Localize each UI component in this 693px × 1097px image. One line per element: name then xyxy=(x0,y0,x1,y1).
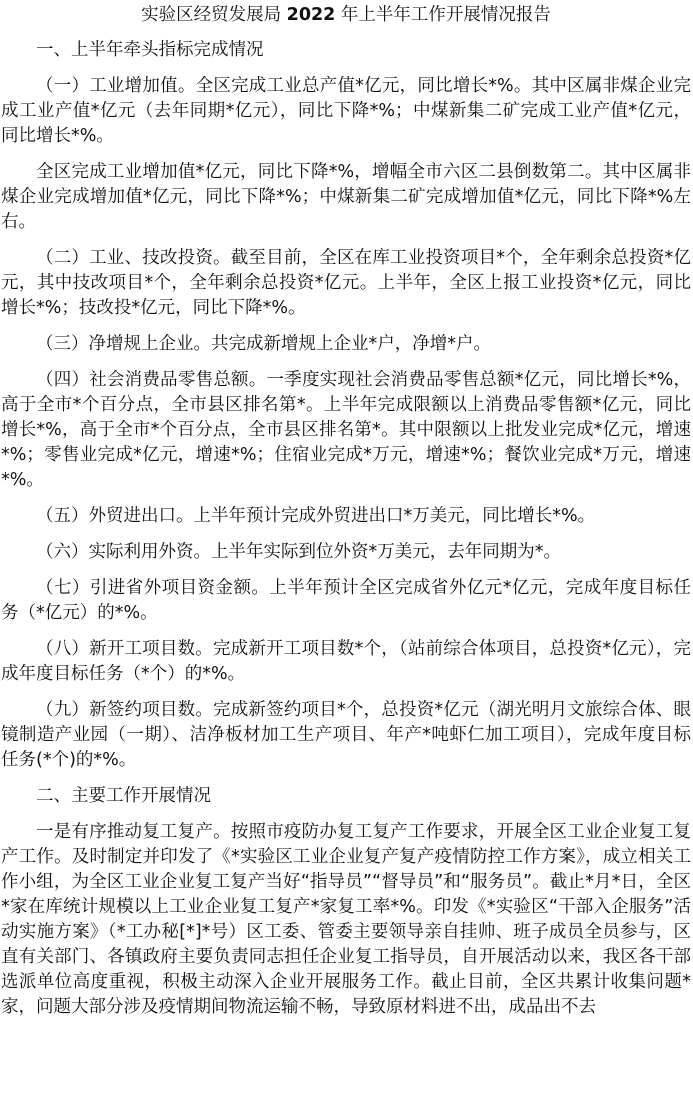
paragraph-new-projects: （八）新开工项目数。完成新开工项目数*个，（站前综合体项目，总投资*亿元），完成年度目标任务（*个）的*%。 xyxy=(1,639,691,684)
paragraph-industrial-value: （一）工业增加值。全区完成工业总产值*亿元，同比增长*%。其中区属非煤企业完成工业产值*亿元（去年同期*亿元），同比下降*%；中煤新集二矿完成工业产值*亿元，同比增长*%。 xyxy=(1,76,691,146)
section-heading-1: 一、上半年牵头指标完成情况 xyxy=(36,40,264,60)
paragraph-external-funds: （七）引进省外项目资金额。上半年预计全区完成省外亿元*亿元，完成年度目标任务（*亿元）的*%。 xyxy=(1,578,691,623)
paragraph-industrial-added-value: 全区完成工业增加值*亿元，同比下降*%，增幅全市六区二县倒数第二。其中区属非煤企业完成增加值*亿元，同比下降*%；中煤新集二矿完成增加值*亿元，同比下降*%左右。 xyxy=(1,162,691,232)
paragraph-foreign-investment: （六）实际利用外资。上半年实际到位外资*万美元，去年同期为*。 xyxy=(36,542,561,562)
paragraph-resumption: 一是有序推动复工复产。按照市疫防办复工复产工作要求，开展全区工业企业复工复产工作。及时制定并印发了《*实验区工业企业复产复产疫情防控工作方案》，成立相关工作小组，为全区工业企业复工复产当好“指导员”“督导员”和“服务员”。截止*月*日，全区*家在库统计规模以上工业企业复工复产*家复工率*%。印发《*实验区“干部入企服务”活动实施方案》（*工办秘[*]*号）区工委、管委主要领导亲自挂帅、班子成员全员参与，区直有关部门、各镇政府主要负责同志担任企业复工指导员，自开展活动以来，我区各干部选派单位高度重视，积极主动深入企业开展服务工作。截止目前，全区共累计收集问题*家，问题大部分涉及疫情期间物流运输不畅，导致原材料进不出，成品出不去 xyxy=(1,822,691,1017)
paragraph-new-enterprises: （三）净增规上企业。共完成新增规上企业*户，净增*户。 xyxy=(36,334,491,354)
paragraph-retail-sales: （四）社会消费品零售总额。一季度实现社会消费品零售总额*亿元，同比增长*%，高于全市*个百分点，全市县区排名第*。上半年完成限额以上消费品零售额*亿元，同比增长*%，高于全市*个百分点，全市县区排名第*。其中限额以上批发业完成*亿元，增速*%；零售业完成*亿元，增速*%；住宿业完成*万元，增速*%；餐饮业完成*万元，增速*%。 xyxy=(1,370,691,490)
paragraph-signed-projects: （九）新签约项目数。完成新签约项目*个，总投资*亿元（湖光明月文旅综合体、眼镜制造产业园（一期）、洁净板材加工生产项目、年产*吨虾仁加工项目），完成年度目标任务(*个)的*%。 xyxy=(1,700,691,770)
title-prefix: 实验区经贸发展局 xyxy=(141,5,287,25)
title-suffix: 年上半年工作开展情况报告 xyxy=(335,5,551,25)
paragraph-industrial-investment: （二）工业、技改投资。截至目前，全区在库工业投资项目*个，全年剩余总投资*亿元，其中技改项目*个，全年剩余总投资*亿元。上半年，全区上报工业投资*亿元，同比增长*%；技改投*亿元，同比下降*%。 xyxy=(1,248,691,318)
section-heading-2: 二、主要工作开展情况 xyxy=(36,786,211,806)
document-title xyxy=(1,2,691,28)
title-year: 2022 xyxy=(286,5,336,25)
paragraph-foreign-trade: （五）外贸进出口。上半年预计完成外贸进出口*万美元，同比增长*%。 xyxy=(36,506,596,526)
